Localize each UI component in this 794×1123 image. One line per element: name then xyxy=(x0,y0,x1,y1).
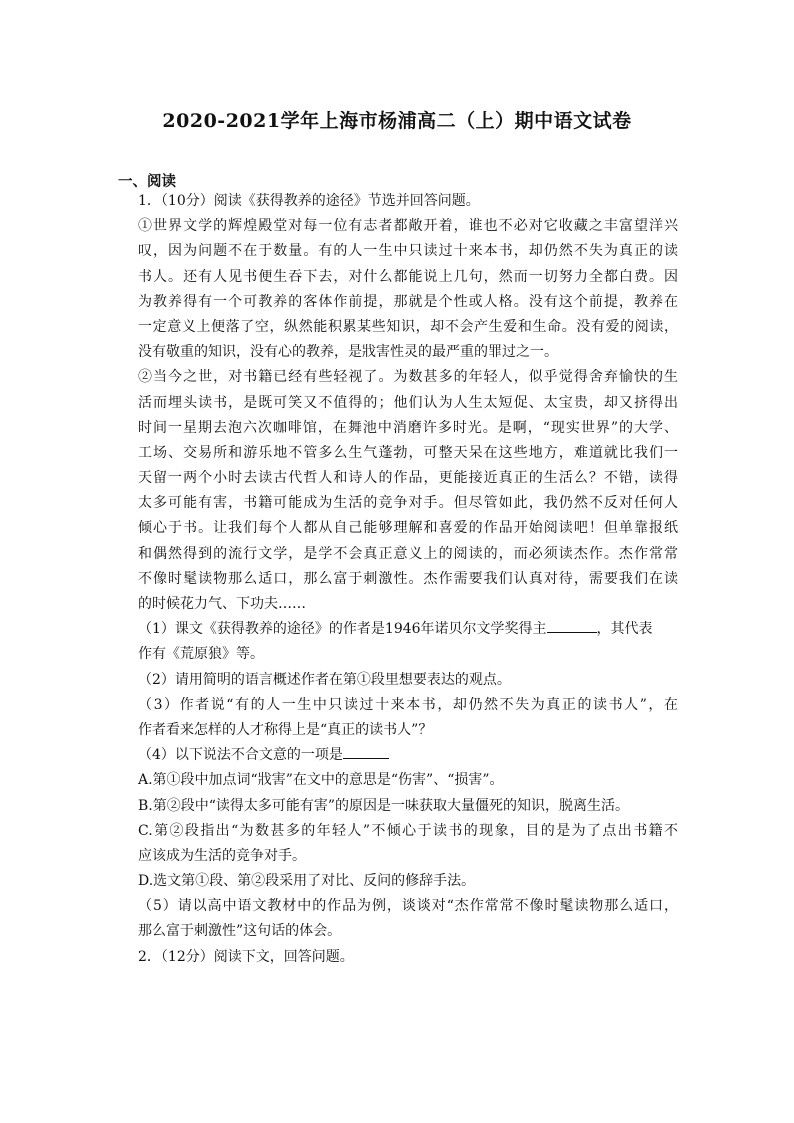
passage-line: 不像时髦读物那么适口，那么富于刺激性。杰作需要我们认真对待，需要我们在读 xyxy=(138,570,678,587)
passage-line: 倾心于书。让我们每个人都从自己能够理解和喜爱的作品开始阅读吧！但单靠报纸 xyxy=(138,520,678,537)
passage-paragraph-2 xyxy=(138,365,678,617)
option-d: D.选文第①段、第②段采用了对比、反问的修辞手法。 xyxy=(138,873,476,890)
passage-paragraph-1 xyxy=(138,214,678,365)
reading-section xyxy=(138,189,678,970)
passage-line: ②当今之世，对书籍已经有些轻视了。为数甚多的年轻人，似乎觉得舍弃愉快的生 xyxy=(138,369,678,386)
option-b: B.第②段中“读得太多可能有害”的原因是一味获取大量僵死的知识，脱离生活。 xyxy=(138,797,630,814)
passage-line: 太多可能有害，书籍可能成为生活的竞争对手。但尽管如此，我仍然不反对任何人 xyxy=(138,495,678,512)
sub-question-2: （2）请用简明的语言概述作者在第①段里想要表达的观点。 xyxy=(138,671,511,688)
answer-blank[interactable] xyxy=(343,743,389,759)
sub-question-1: （1）课文《获得教养的途径》的作者是1946年诺贝尔文学奖得主 ，其代表 xyxy=(138,617,678,642)
option-a: A.第①段中加点词“戕害”在文中的意思是“伤害”、“损害”。 xyxy=(138,772,504,789)
sub-question-5: （5）请以高中语文教材中的作品为例，谈谈对“杰作常常不像时髦读物那么适口， xyxy=(138,898,678,915)
passage-line: 和偶然得到的流行文学，是学不会真正意义上的阅读的，而必须读杰作。杰作常常 xyxy=(138,545,678,562)
passage-line: 没有敬重的知识，没有心的教养，是戕害性灵的最严重的罪过之一。 xyxy=(138,344,558,361)
passage-line: 的时候花力气、下功夫…… xyxy=(138,596,306,612)
passage-line: 工场、交易所和游乐地不管多么生气蓬勃，可整天呆在这些地方，难道就比我们一 xyxy=(138,444,678,461)
passage-line: 书人。还有人见书便生吞下去，对什么都能说上几句，然而一切努力全都白费。因 xyxy=(138,268,678,285)
passage-line: ①世界文学的辉煌殿堂对每一位有志者都敞开着，谁也不必对它收藏之丰富望洋兴 xyxy=(138,218,678,235)
option-c-cont: 应该成为生活的竞争对手。 xyxy=(138,847,306,864)
page-title: 2020-2021学年上海市杨浦高二（上）期中语文试卷 xyxy=(162,110,632,132)
passage-line: 时间一星期去泡六次咖啡馆，在舞池中消磨许多时光。是啊，“现实世界”的大学、 xyxy=(138,419,678,436)
sub-question-4: （4）以下说法不合文意的一项是 xyxy=(138,743,678,768)
answer-blank[interactable] xyxy=(547,617,597,633)
sub-question-3-cont: 作者看来怎样的人才称得上是“真正的读书人”？ xyxy=(138,721,433,738)
passage-line: 活而埋头读书，是既可笑又不值得的；他们认为人生太短促、太宝贵，却又挤得出 xyxy=(138,394,678,411)
passage-line: 一定意义上便落了空，纵然能积累某些知识，却不会产生爱和生命。没有爱的阅读， xyxy=(138,318,678,335)
passage-line: 天留一两个小时去读古代哲人和诗人的作品，更能接近真正的生活么？不错，读得 xyxy=(138,470,678,487)
sub-question-5-cont: 那么富于刺激性”这句话的体会。 xyxy=(138,923,342,940)
question-2-stem: 2．（12分）阅读下文，回答问题。 xyxy=(138,948,354,965)
sub-question-1-cont: 作有《荒原狼》等。 xyxy=(138,646,264,663)
section-heading: 一、阅读 xyxy=(118,173,176,190)
sub-question-3: （3）作者说“有的人一生中只读过十来本书，却仍然不失为真正的读书人”，在 xyxy=(138,696,678,713)
passage-line: 叹，因为问题不在于数量。有的人一生中只读过十来本书，却仍然不失为真正的读 xyxy=(138,243,678,260)
passage-line: 为教养得有一个可教养的客体作前提，那就是个性或人格。没有这个前提，教养在 xyxy=(138,293,678,310)
question-1-stem: 1．（10分）阅读《获得教养的途径》节选并回答问题。 xyxy=(138,193,480,209)
option-c: C.第②段指出“为数甚多的年轻人”不倾心于读书的现象，目的是为了点出书籍不 xyxy=(138,822,678,839)
